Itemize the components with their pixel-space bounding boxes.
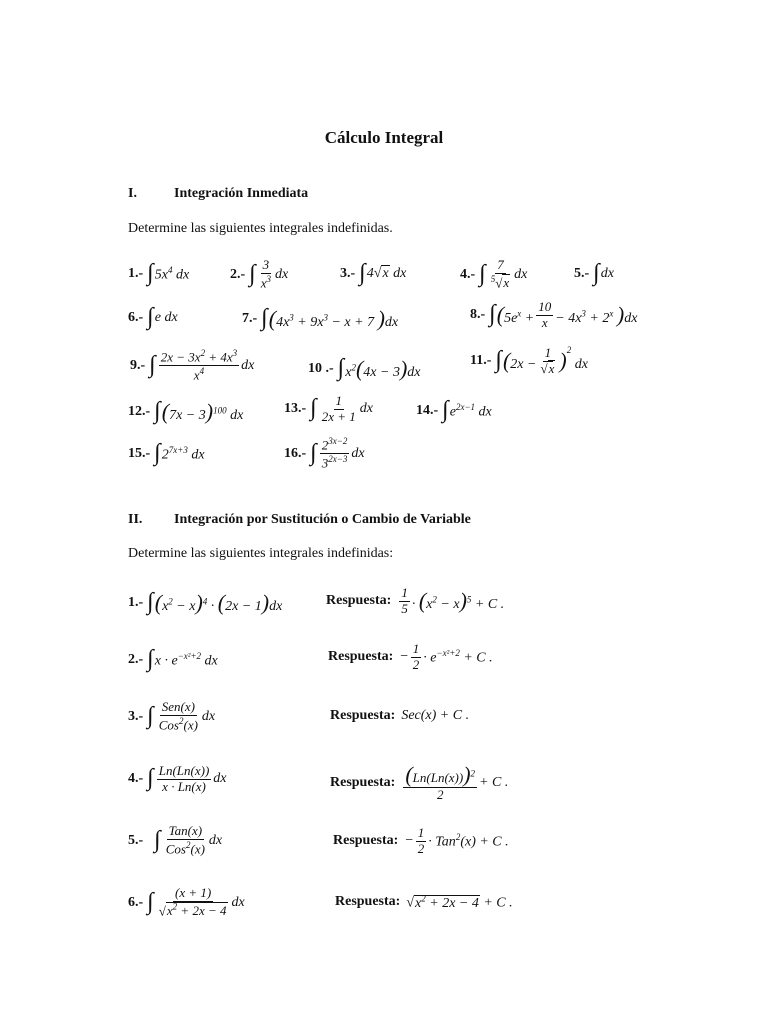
exercise-1-6: 6.- ∫ e dx xyxy=(128,304,178,330)
exercise-label: 3.- xyxy=(128,708,144,724)
exercise-label: 5.- xyxy=(128,832,144,848)
exercise-label: 14.- xyxy=(416,403,439,418)
exercise-2-1: 1.- ∫ $(x^2 - x)^4 \cdot (2x - 1)dx$ xyxy=(128,589,283,615)
exercise-1-3: 3.- ∫ 4√x dx xyxy=(340,260,407,286)
exercise-label: 4.- xyxy=(460,266,476,282)
answer-2-4: Respuesta: $\frac{(Ln(Ln(x)))^2}{2}$ + C . xyxy=(330,762,509,803)
section-2-title: Integración por Sustitución o Cambio de Variable xyxy=(174,512,471,527)
exercise-1-8: 8.- ∫ ($5e^x$ + $\frac{10}{x}$ − $4x^3 + 2^x$ )dx xyxy=(470,299,638,330)
exercise-1-7: 7.- ∫ ($4x^3 + 9x^3 - x + 7$ )dx xyxy=(242,305,399,331)
answer-2-3: Respuesta: Sec(x) + C . xyxy=(330,708,470,723)
exercise-label: 6.- xyxy=(128,310,144,325)
exercise-label: 4.- xyxy=(128,771,144,787)
exercise-1-15: 15.- ∫ $2^{7x+3}$ dx xyxy=(128,440,205,466)
exercise-1-4: 4.- ∫ $\frac{7}{^5√x}$ dx xyxy=(460,257,528,291)
answer-label: Respuesta: xyxy=(330,708,396,723)
exercise-label: 7.- xyxy=(242,311,258,326)
exercise-1-10: 10 .- ∫ $x^2(4x - 3)dx$ xyxy=(308,355,421,381)
exercise-1-14: 14.- ∫ $e^{2x-1}$ dx xyxy=(416,397,492,423)
exercise-1-12: 12.- ∫ $(7x - 3)^{100}$ dx xyxy=(128,398,244,424)
section-1-instruction: Determine las siguientes integrales indefinidas. xyxy=(128,221,393,236)
exercise-1-2: 2.- ∫ $\frac{3}{x^3}$ dx xyxy=(230,257,289,291)
exercise-label: 12.- xyxy=(128,404,151,419)
answer-2-2: Respuesta: − $\frac{1}{2}$ · $e^{-x^2+2} + C$ . xyxy=(328,641,493,672)
section-2-instruction: Determine las siguientes integrales indefinidas: xyxy=(128,546,394,561)
section-1-title: Integración Inmediata xyxy=(174,186,309,201)
page-title: Cálculo Integral xyxy=(324,128,444,147)
exercise-label: 15.- xyxy=(128,446,151,461)
answer-2-6: Respuesta: $√x^2 + 2x - 4 + C$ . xyxy=(335,893,513,911)
exercise-2-2: 2.- ∫ $x \cdot e^{-x^2+2}$ dx xyxy=(128,646,218,672)
section-1-number: I. xyxy=(128,186,137,201)
exercise-1-16: 16.- ∫ $\frac{2^{3x-2}}{3^{2x-3}}$ dx xyxy=(284,436,365,471)
answer-label: Respuesta: xyxy=(330,774,396,790)
exercise-label: 8.- xyxy=(470,307,486,323)
answer-label: Respuesta: xyxy=(328,649,394,665)
exercise-1-13: 13.- ∫ $\frac{1}{2x + 1}$ dx xyxy=(284,393,374,424)
answer-label: Respuesta: xyxy=(326,593,392,609)
exercise-2-4: 4.- ∫ $\frac{Ln(Ln(x))}{x \cdot Ln(x)}$ dx xyxy=(128,763,227,794)
exercise-label: 13.- xyxy=(284,401,307,417)
exercise-1-11: 11.- ∫ (2x − $\frac{1}{√x}$ )$^2$ dx xyxy=(470,344,588,376)
exercise-label: 2.- xyxy=(128,652,144,667)
exercise-label: 1.- xyxy=(128,595,144,610)
exercise-label: 2.- xyxy=(230,266,246,282)
section-2-heading xyxy=(128,512,471,528)
exercise-label: 11.- xyxy=(470,353,492,369)
exercise-label: 10 .- xyxy=(308,361,334,376)
exercise-label: 5.- xyxy=(574,266,590,281)
exercise-2-6: 6.- ∫ $\frac{(x + 1)}{√x^2 + 2x - 4}$ dx xyxy=(128,885,245,919)
answer-2-5: Respuesta: − $\frac{1}{2}$ · Tan$^2$(x) + C . xyxy=(333,825,509,856)
exercise-label: 1.- xyxy=(128,266,144,281)
exercise-label: 6.- xyxy=(128,894,144,910)
exercise-1-1: 1.- ∫ $5x^4$ dx xyxy=(128,260,190,286)
answer-2-1: Respuesta: $\frac{1}{5}$ · $(x^2 - x)^5 + C$ . xyxy=(326,585,505,616)
section-1-heading xyxy=(128,186,308,202)
exercise-1-5: 5.- ∫ dx xyxy=(574,260,614,286)
exercise-label: 9.- xyxy=(130,357,146,373)
exercise-label: 3.- xyxy=(340,266,356,281)
answer-label: Respuesta: xyxy=(333,833,399,849)
exercise-2-5: 5.- ∫ $\frac{\text{Tan(x)}}{Cos^2(x)}$ dx xyxy=(128,823,223,857)
exercise-label: 16.- xyxy=(284,445,307,461)
answer-label: Respuesta: xyxy=(335,894,401,910)
section-2-number: II. xyxy=(128,512,143,527)
exercise-2-3: 3.- ∫ $\frac{\text{Sen(x)}}{Cos^2(x)}$ dx xyxy=(128,699,216,733)
exercise-1-9: 9.- ∫ $\frac{2x - 3x^2 + 4x^3}{x^4}$ dx xyxy=(130,348,255,383)
